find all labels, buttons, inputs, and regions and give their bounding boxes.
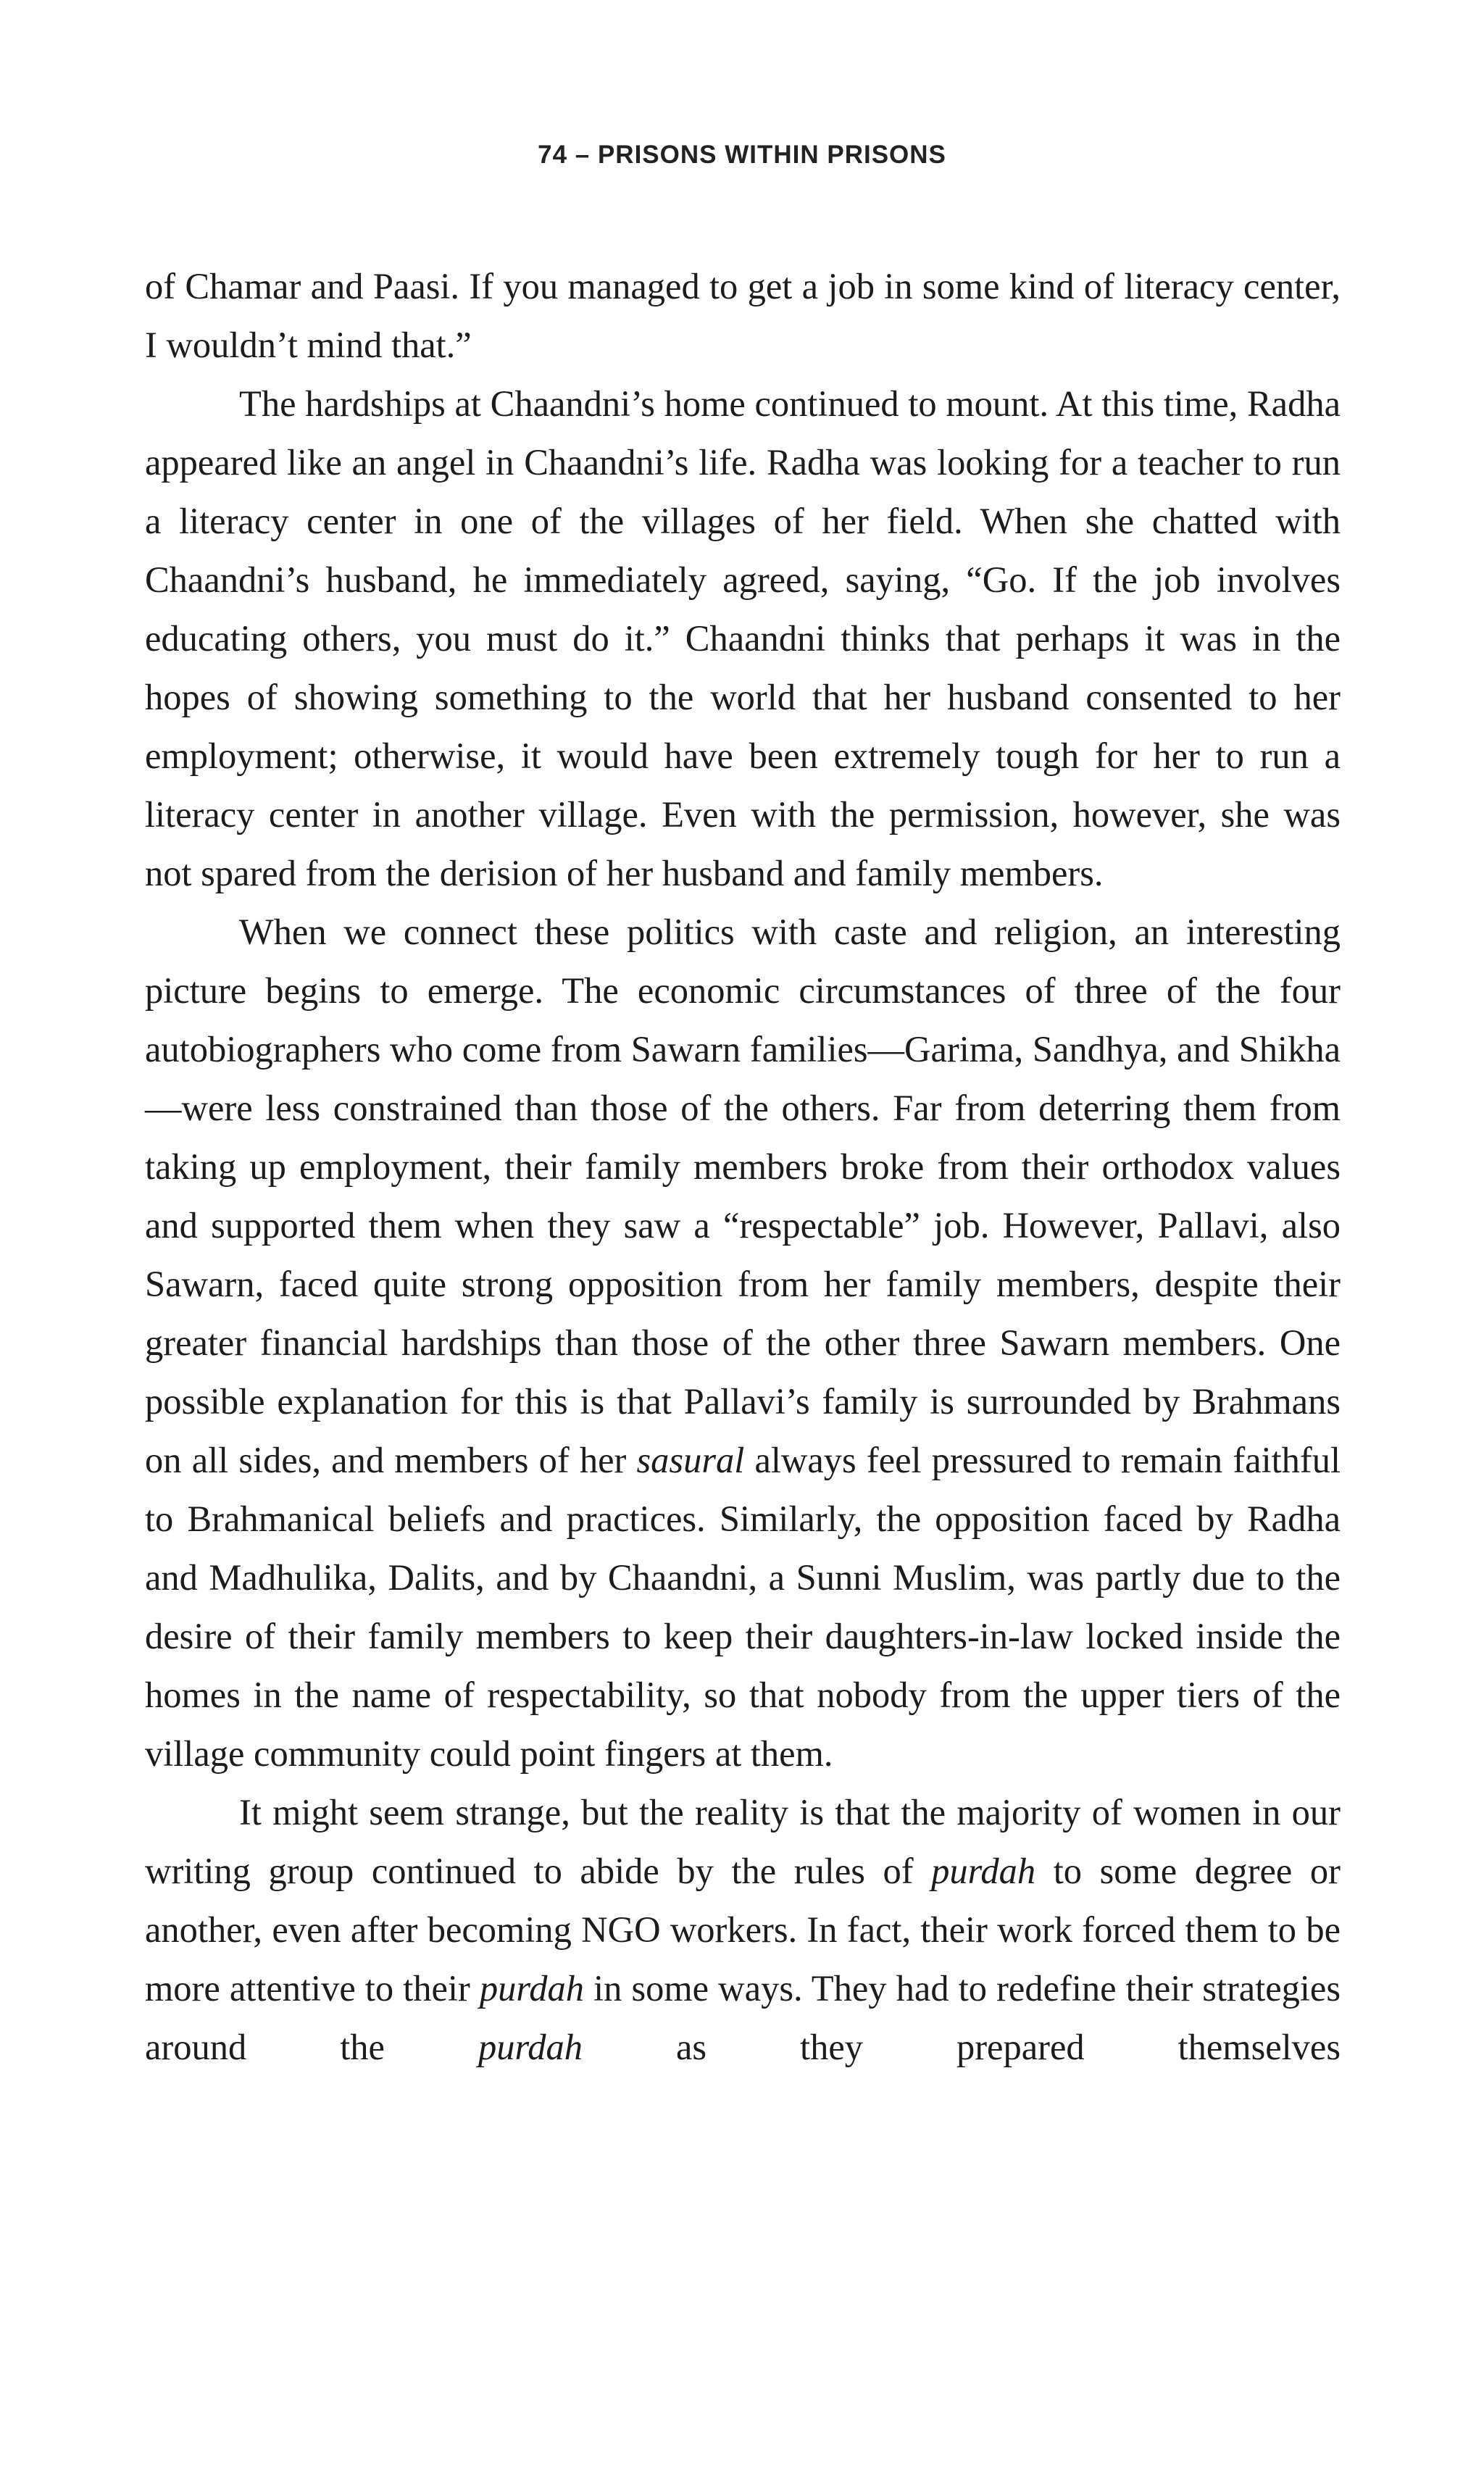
body-text [145,257,1341,2077]
italic-term: purdah [478,2027,583,2067]
italic-term: sasural [636,1440,745,1480]
paragraph-2: The hardships at Chaandni’s home continued to mount. At this time, Radha appeared like an angel in Chaandni’s life. Radha was looking for a teacher to run a literacy center in one of the villages of her field. When she chatted with Chaandni’s husband, he immediately agreed, saying, “Go. If the job involves educating others, you must do it.” Chaandni thinks that perhaps it was in the hopes of showing something to the world that her husband consented to her employment; otherwise, it would have been extremely tough for her to run a literacy center in another village. Even with the permission, however, she was not spared from the derision of her husband and family members. [145,383,1341,893]
italic-term: purdah [931,1851,1036,1891]
paragraph-3: When we connect these politics with caste and religion, an interesting picture begins to emerge. The economic circumstances of three of the four autobiographers who come from Sawarn families—Garima, Sandhya, and Shikha—were less constrained than those of the others. Far from deterring them from taking up employment, their family members broke from their orthodox values and supported them when they saw a “respectable” job. However, Pallavi, also Sawarn, faced quite strong opposition from her family members, despite their greater financial hardships than those of the other three Sawarn members. One possible explanation for this is that Pallavi’s family is surrounded by Brahmans on all sides, and members of her sasural always feel pressured to remain faithful to Brahmanical beliefs and practices. Similarly, the opposition faced by Radha and Madhulika, Dalits, and by Chaandni, a Sunni Muslim, was partly due to the desire of their family members to keep their daughters-in-law locked inside the homes in the name of respectability, so that nobody from the upper tiers of the village community could point fingers at them. [145,912,1341,1774]
italic-term: purdah [479,1968,584,2009]
paragraph-4: It might seem strange, but the reality is that the majority of women in our writing group continued to abide by the rules of purdah to some degree or another, even after becoming NGO workers. In fact, their work forced them to be more attentive to their purdah in some ways. They had to redefine their strategies around the purdah as they prepared themselves [145,1792,1341,2067]
paragraph-1: of Chamar and Paasi. If you managed to get a job in some kind of literacy center, I wouldn’t mind that.” [145,266,1341,365]
running-head: 74 – PRISONS WITHIN PRISONS [538,141,946,169]
